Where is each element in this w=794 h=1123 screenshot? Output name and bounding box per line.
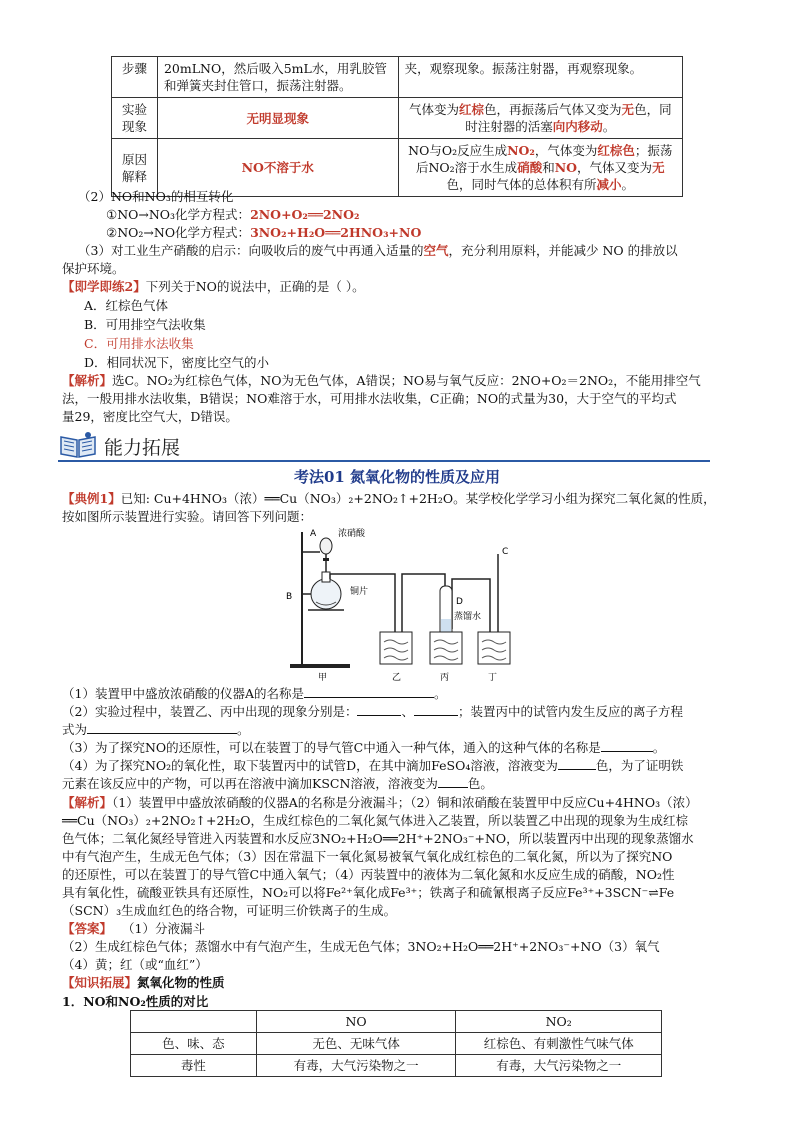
answer-blank (87, 721, 237, 734)
table-header: NO₂ (456, 1011, 662, 1033)
cell-answer: 无 (621, 102, 635, 117)
q-text: 色，为了证明铁 (595, 758, 684, 773)
analysis-text: （1）装置甲中盛放浓硝酸的仪器A的名称是分液漏斗；（2）铜和浓硝酸在装置甲中反应Cu+4HNO₃（浓） (112, 795, 698, 810)
s3-part: ，充分利用原料，并能减少 NO 的排放以 (448, 243, 678, 258)
table-cell: 毒性 (131, 1055, 257, 1077)
table-cell: 有毒，大气污染物之一 (456, 1055, 662, 1077)
head-text: 实验现象 (121, 102, 147, 134)
analysis-line: 中有气泡产生，生成无色气体；（3）因在常温下一氧化氮易被氧气氧化成红棕色的二氧化氮，所以为了探究NO (62, 849, 673, 864)
q-text: ；装置丙中的试管内发生反应的离子方程 (457, 704, 683, 719)
cell-text: 气体变为 (409, 102, 460, 117)
answer-blank (558, 757, 596, 770)
option-d: D．相同状况下，密度比空气的小 (84, 355, 270, 370)
cell-text: ，气体又变为 (577, 160, 653, 175)
ex1-intro (62, 490, 742, 508)
question-4-cont (62, 775, 742, 793)
knowledge-tag: 【知识拓展】 (62, 975, 138, 990)
question-3 (62, 739, 742, 757)
ex2-tag: 【即学即练2】 (62, 279, 146, 294)
eq-label: ①NO→NO₃化学方程式： (106, 207, 251, 222)
question-1 (62, 685, 742, 703)
table-row (112, 98, 683, 139)
s3-text (78, 242, 758, 260)
eq-answer: 3NO₂+H₂O══2HNO₃+NO (250, 225, 422, 240)
table-header: NO (256, 1011, 456, 1033)
table-header (131, 1011, 257, 1033)
s3-text-2: 保护环境。 (62, 261, 125, 276)
section-title: 能力拓展 (104, 437, 181, 459)
answer-blank (414, 703, 458, 716)
q-text: 。 (433, 686, 447, 701)
ex1-intro-2: 按如图所示装置进行实验。请回答下列问题： (62, 509, 313, 524)
cell-text: ；振荡后NO₂溶于水生成 (415, 143, 673, 175)
table-cell-head (112, 98, 158, 139)
analysis-line: （SCN）₃生成血红色的络合物，可证明三价铁离子的生成。 (62, 903, 397, 918)
table-cell: 无明显现象 (157, 98, 398, 139)
cell-answer: 硝酸 (517, 160, 543, 175)
answer-blank (438, 775, 468, 788)
answer-1: （1）分液漏斗 (122, 921, 205, 936)
table-cell: 色、味、态 (131, 1033, 257, 1055)
q-text: 元素在该反应中的产物，可以再在溶液中滴加KSCN溶液，溶液变为 (62, 776, 438, 791)
answer-blank (304, 685, 434, 698)
label-d: D (456, 597, 463, 607)
label-acid: 浓硝酸 (338, 529, 366, 539)
s2-eq2 (106, 224, 786, 242)
ex1-text: 已知: Cu+4HNO₃（浓）══Cu（NO₃）₂+2NO₂↑+2H₂O。某学校化学学习小组为探究二氧化氮的性质， (120, 491, 716, 506)
s3-part: （3）对工业生产硝酸的启示：向吸收后的废气中再通入适量的 (78, 243, 424, 258)
label-bing: 丙 (440, 673, 450, 683)
label-cu: 铜片 (350, 587, 369, 597)
table-row (131, 1055, 662, 1077)
head-text: 原因解释 (121, 151, 147, 184)
table-row (131, 1011, 662, 1033)
compare-title: 1．NO和NO₂性质的对比 (62, 994, 209, 1009)
q-text: 色。 (467, 776, 493, 791)
table-cell: 20mLNO，然后吸入5mL水，用乳胶管和弹簧夹封住管口，振荡注射器。 (157, 57, 398, 98)
q-text: 。 (237, 722, 250, 737)
knowledge-title: 氮氧化物的性质 (137, 975, 225, 990)
apparatus-figure (280, 524, 530, 684)
solution-text: 选C。NO₂为红棕色气体，NO为无色气体，A错误；NO易与氧气反应：2NO+O₂＝2NO₂，不能用排空气 (112, 373, 701, 388)
question-4 (62, 757, 742, 775)
q-text: （4）为了探究NO₂的氧化性，取下装置丙中的试管D，在其中滴加FeSO₄溶液，溶液变为 (62, 758, 558, 773)
option-c: C．可用排水法收集 (84, 336, 194, 351)
s2-title: （2）NO和NO₃的相互转化 (78, 189, 234, 204)
section-divider (58, 460, 710, 462)
eq-label: ②NO₂→NO化学方程式： (106, 225, 251, 240)
s3-answer: 空气 (423, 243, 449, 258)
ex2-q: 下列关于NO的说法中，正确的是（ ）。 (145, 279, 365, 294)
table-row (131, 1033, 662, 1055)
cell-answer: 红棕色 (597, 143, 635, 158)
ex2-solution-3: 量29，密度比空气大，D错误。 (62, 409, 238, 424)
cell-answer: 无 (652, 160, 665, 175)
ex2-solution (62, 372, 742, 390)
answer-2: （2）生成红棕色气体；蒸馏水中有气泡产生，生成无色气体；3NO₂+H₂O══2H⁺+2NO₃⁻+NO（3）氧气 (62, 939, 660, 954)
label-c: C (502, 547, 509, 557)
table-cell-head: 步骤 (112, 57, 158, 98)
analysis-line (62, 794, 742, 812)
ex1-tag: 【典例1】 (62, 491, 121, 506)
s2-eq1 (106, 206, 786, 224)
cell-text: 。 (602, 119, 616, 134)
ex2-question (62, 278, 742, 296)
cell-answer: 向内移动 (552, 119, 603, 134)
question-2-cont (62, 721, 742, 739)
cell-text: 色，再振荡后气体又变为 (484, 102, 622, 117)
table-cell: 无色、无味气体 (256, 1033, 456, 1055)
table-cell: 有毒，大气污染物之一 (256, 1055, 456, 1077)
cell-answer: NO (554, 160, 578, 175)
cell-answer: 减小 (596, 177, 622, 192)
cell-answer: NO₂ (507, 143, 535, 158)
question-2 (62, 703, 742, 721)
cell-text: 色，同时气体的总体积有所 (446, 177, 597, 192)
cell-text: 和 (542, 160, 555, 175)
solution-tag: 【解析】 (62, 373, 113, 388)
compare-table (130, 1010, 662, 1077)
q-text: （2）实验过程中，装置乙、丙中出现的现象分别是： (62, 704, 358, 719)
table-row (112, 57, 683, 98)
eq-answer: 2NO+O₂══2NO₂ (250, 207, 360, 222)
cell-text: ，气体变为 (534, 143, 598, 158)
answer-3: （4）黄；红（或“血红”） (62, 957, 208, 972)
option-b: B．可用排空气法收集 (84, 317, 206, 332)
ex2-solution-2: 法，一般用排水法收集，B错误；NO难溶于水，可用排水法收集，C正确；NO的式量为30，大于空气的平均式 (62, 391, 677, 406)
knowledge-heading (62, 974, 742, 992)
experiment-table (111, 56, 683, 197)
cell-text: 色，同时注射器的活塞 (465, 102, 672, 134)
answer-blank (601, 739, 653, 752)
q-text: （3）为了探究NO的还原性，可以在装置丁的导气管C中通入一种气体，通入的这种气体的名称是 (62, 740, 601, 755)
q-text: 式为 (62, 722, 88, 737)
answer-tag: 【答案】 (62, 921, 113, 936)
cell-text: 。 (621, 177, 635, 192)
table-cell: 红棕色、有刺激性气味气体 (456, 1033, 662, 1055)
q-text: 。 (652, 740, 666, 755)
analysis-line: 色气体；二氧化氮经导管进入丙装置和水反应3NO₂+H₂O══2H⁺+2NO₃⁻+NO，所以装置丙中出现的现象蒸馏水 (62, 831, 694, 846)
analysis-line: 具有氧化性，硫酸亚铁具有还原性，NO₂可以将Fe²⁺氧化成Fe³⁺；铁离子和硫氰根离子反应Fe³⁺+3SCN⁻⇌Fe (62, 885, 675, 900)
label-a: A (310, 529, 317, 539)
answer-blank (357, 703, 401, 716)
label-jia: 甲 (318, 673, 328, 683)
label-water: 蒸馏水 (454, 612, 482, 622)
table-cell: NO不溶于水 (157, 139, 398, 197)
book-icon (58, 430, 98, 460)
label-ding: 丁 (488, 673, 498, 683)
analysis-line: ══Cu（NO₃）₂+2NO₂↑+2H₂O，生成红棕色的二氧化氮气体进入乙装置，所以装置乙中出现的现象为生成红棕 (62, 813, 689, 828)
method-title: 考法01 氮氧化物的性质及应用 (293, 468, 501, 486)
table-cell (398, 98, 682, 139)
cell-answer: 红棕 (459, 102, 485, 117)
analysis-tag: 【解析】 (62, 795, 113, 810)
table-cell: 夹，观察现象。振荡注射器，再观察现象。 (398, 57, 682, 98)
cell-text: NO与O₂反应生成 (408, 143, 508, 158)
q-text: （1）装置甲中盛放浓硝酸的仪器A的名称是 (62, 686, 304, 701)
label-yi: 乙 (392, 673, 402, 683)
analysis-line: 的还原性，可以在装置丁的导气管C中通入氧气；（4）丙装置中的液体为二氧化氮和水反应生成的硝酸，NO₂性 (62, 867, 675, 882)
label-b: B (286, 592, 293, 602)
q-text: 、 (401, 704, 414, 719)
option-a: A．红棕色气体 (84, 298, 169, 313)
